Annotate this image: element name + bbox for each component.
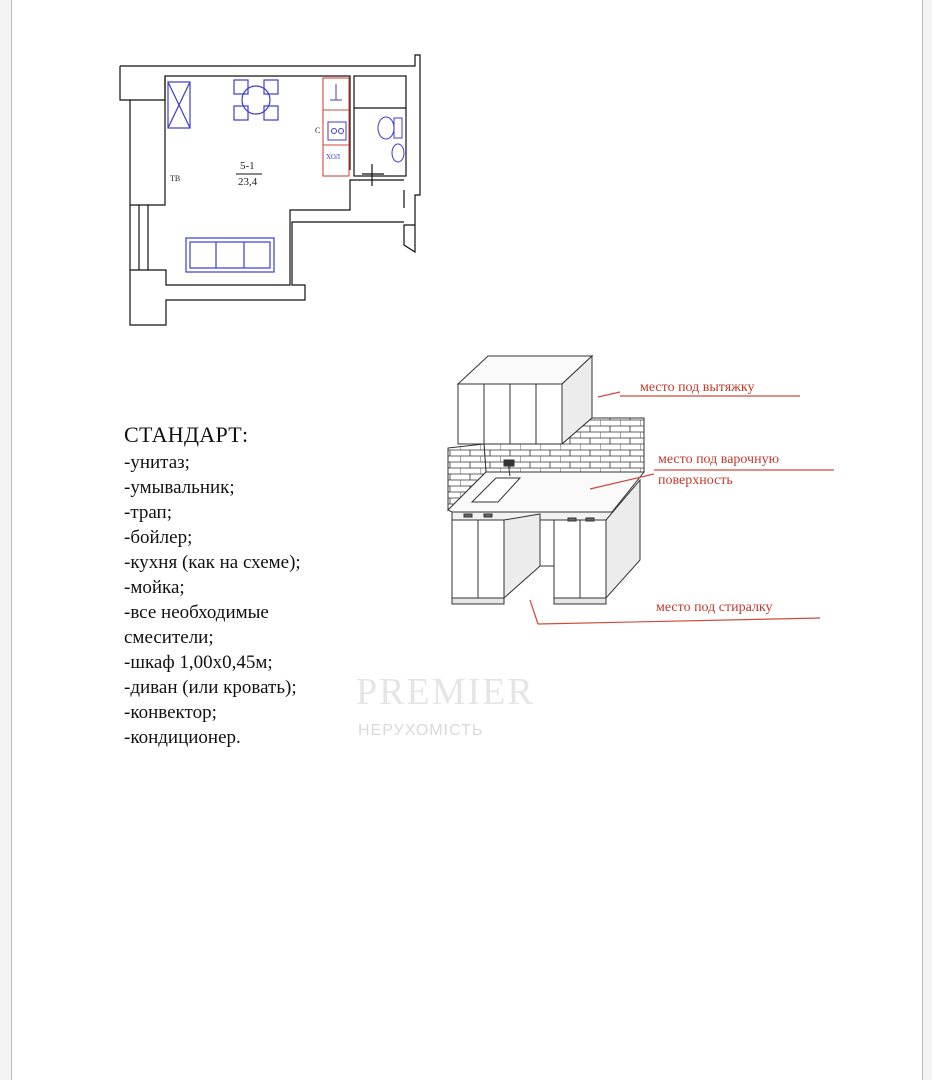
cooktop-note-line1: место под варочную bbox=[658, 452, 780, 467]
list-item: -кондиционер. bbox=[124, 727, 241, 748]
watermark-sub: НЕРУХОМІСТЬ bbox=[358, 722, 484, 739]
list-item: смесители; bbox=[124, 627, 214, 648]
cooktop-note-line2: поверхность bbox=[658, 473, 733, 488]
stove-label: С bbox=[315, 126, 321, 135]
watermark-brand: PREMIER bbox=[356, 671, 535, 713]
room-number: 5-1 bbox=[240, 160, 255, 172]
hood-note: место под вытяжку bbox=[640, 380, 755, 395]
fridge-label: ХОЛ bbox=[326, 153, 341, 161]
tv-label: ТВ bbox=[170, 174, 181, 183]
list-item: -диван (или кровать); bbox=[124, 677, 297, 698]
list-item: -конвектор; bbox=[124, 702, 217, 723]
standard-list bbox=[124, 420, 301, 750]
washer-note: место под стиралку bbox=[656, 600, 773, 615]
list-item: -умывальник; bbox=[124, 477, 235, 498]
standard-title: СТАНДАРТ: bbox=[124, 422, 249, 447]
list-item: -унитаз; bbox=[124, 452, 190, 473]
room-area: 23,4 bbox=[238, 176, 258, 188]
list-item: -трап; bbox=[124, 502, 172, 523]
list-item: -шкаф 1,00х0,45м; bbox=[124, 652, 273, 673]
list-item: -кухня (как на схеме); bbox=[124, 552, 301, 573]
list-item: -бойлер; bbox=[124, 527, 193, 548]
list-item: -мойка; bbox=[124, 577, 185, 598]
list-item: -все необходимые bbox=[124, 602, 269, 623]
